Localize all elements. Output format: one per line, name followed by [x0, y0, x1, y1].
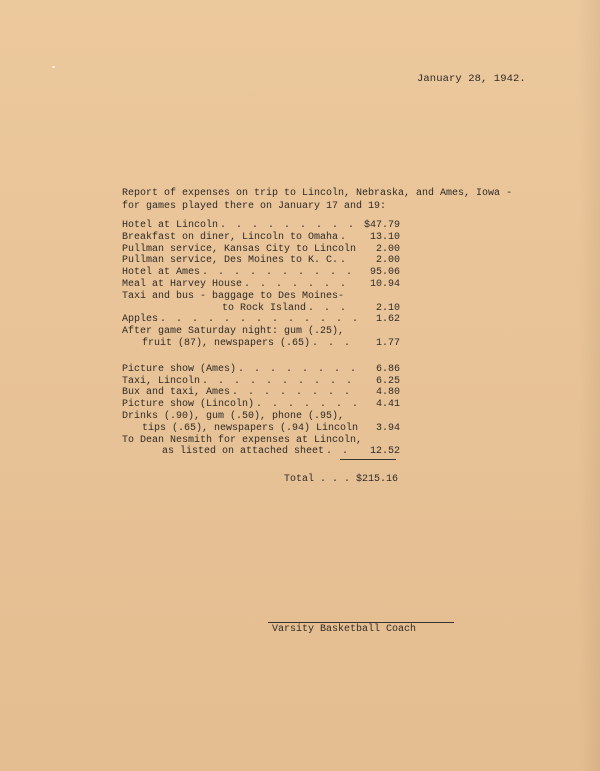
- expense-row: [122, 279, 400, 291]
- expense-row: [122, 255, 400, 267]
- expense-description: Meal at Harvey House: [122, 278, 243, 290]
- expense-amount: 2.10: [375, 302, 400, 314]
- leader-dots: [312, 338, 358, 350]
- expense-description: Pullman service, Kansas City to Lincoln: [122, 243, 357, 255]
- expense-row: [122, 244, 400, 256]
- paper-speck: [52, 66, 55, 68]
- expense-description: Bux and taxi, Ames: [122, 387, 231, 399]
- document-date: January 28, 1942.: [417, 73, 526, 85]
- expense-row: [122, 232, 400, 244]
- expense-description: Breakfast on diner, Lincoln to Omaha: [122, 231, 339, 243]
- expense-description: as listed on attached sheet: [162, 446, 325, 458]
- report-intro: [122, 187, 512, 213]
- leader-dots: [202, 267, 358, 279]
- expense-row: [122, 399, 400, 411]
- expense-description: Taxi, Lincoln: [122, 375, 201, 387]
- expense-row: [122, 314, 400, 326]
- group-gap: [122, 350, 400, 364]
- expense-amount: $47.79: [363, 220, 400, 231]
- leader-dots: [202, 376, 358, 388]
- signature-title: Varsity Basketball Coach: [272, 624, 417, 635]
- expense-row: [122, 303, 400, 315]
- expense-description: Taxi and bus - baggage to Des Moines-: [122, 290, 345, 302]
- expense-description: Hotel at Lincoln: [122, 220, 219, 231]
- expense-row: [122, 338, 400, 350]
- total-amount: $215.16: [356, 474, 399, 485]
- intro-line-1: Report of expenses on trip to Lincoln, Nebraska, and Ames, Iowa -: [122, 188, 513, 199]
- expense-description: tips (.65), newspapers (.94) Lincoln: [142, 422, 359, 434]
- expense-amount: 2.00: [375, 255, 400, 267]
- leader-dots: [238, 364, 358, 376]
- expense-row: [122, 364, 400, 376]
- leader-dots: [326, 446, 358, 458]
- leader-dots: [340, 255, 358, 267]
- signature-rule: [268, 622, 454, 623]
- expense-row: [122, 411, 400, 423]
- expense-amount: 1.77: [375, 337, 400, 349]
- expense-description: Apples: [122, 314, 159, 326]
- expense-amount: 3.94: [375, 422, 400, 434]
- expense-amount: 10.94: [369, 278, 400, 290]
- expense-row: [122, 291, 400, 303]
- expense-description: After game Saturday night: gum (.25),: [122, 326, 345, 338]
- expense-row: [122, 267, 400, 279]
- expense-row: [122, 446, 400, 458]
- expense-description: Pullman service, Des Moines to K. C.: [122, 255, 339, 267]
- expense-amount: 13.10: [369, 231, 400, 243]
- expense-row: [122, 435, 400, 447]
- expense-amount: 95.06: [369, 267, 400, 279]
- expense-amount: 4.80: [375, 387, 400, 399]
- expense-amount: 6.86: [375, 363, 400, 375]
- leader-dots: [256, 399, 358, 411]
- expense-description: fruit (87), newspapers (.65): [142, 337, 311, 349]
- expense-amount: 1.62: [375, 314, 400, 326]
- leader-dots: [244, 279, 358, 291]
- expense-row: [122, 220, 400, 232]
- expense-amount: 12.52: [369, 446, 400, 458]
- expense-amount: 2.00: [375, 243, 400, 255]
- total-line: [284, 474, 398, 485]
- expense-row: [122, 423, 400, 435]
- expense-row: [122, 326, 400, 338]
- expense-description: Picture show (Lincoln): [122, 399, 255, 411]
- expense-amount: 4.41: [375, 399, 400, 411]
- leader-dots: [160, 314, 358, 326]
- leader-dots: [232, 387, 358, 399]
- expense-description: Drinks (.90), gum (.50), phone (.95),: [122, 410, 345, 422]
- expense-list: [122, 220, 400, 458]
- expense-description: To Dean Nesmith for expenses at Lincoln,: [122, 434, 363, 446]
- paper-edge-shadow: [578, 0, 600, 771]
- total-rule: [340, 459, 396, 460]
- leader-dots: [340, 232, 358, 244]
- total-label: Total . . .: [284, 474, 351, 485]
- expense-description: to Rock Island: [222, 302, 307, 314]
- expense-description: Picture show (Ames): [122, 363, 237, 375]
- intro-line-2: for games played there on January 17 and 19:: [122, 201, 387, 212]
- expense-description: Hotel at Ames: [122, 267, 201, 279]
- expense-row: [122, 387, 400, 399]
- leader-dots: [308, 303, 358, 315]
- expense-amount: 6.25: [375, 375, 400, 387]
- leader-dots: [220, 220, 358, 232]
- expense-row: [122, 376, 400, 388]
